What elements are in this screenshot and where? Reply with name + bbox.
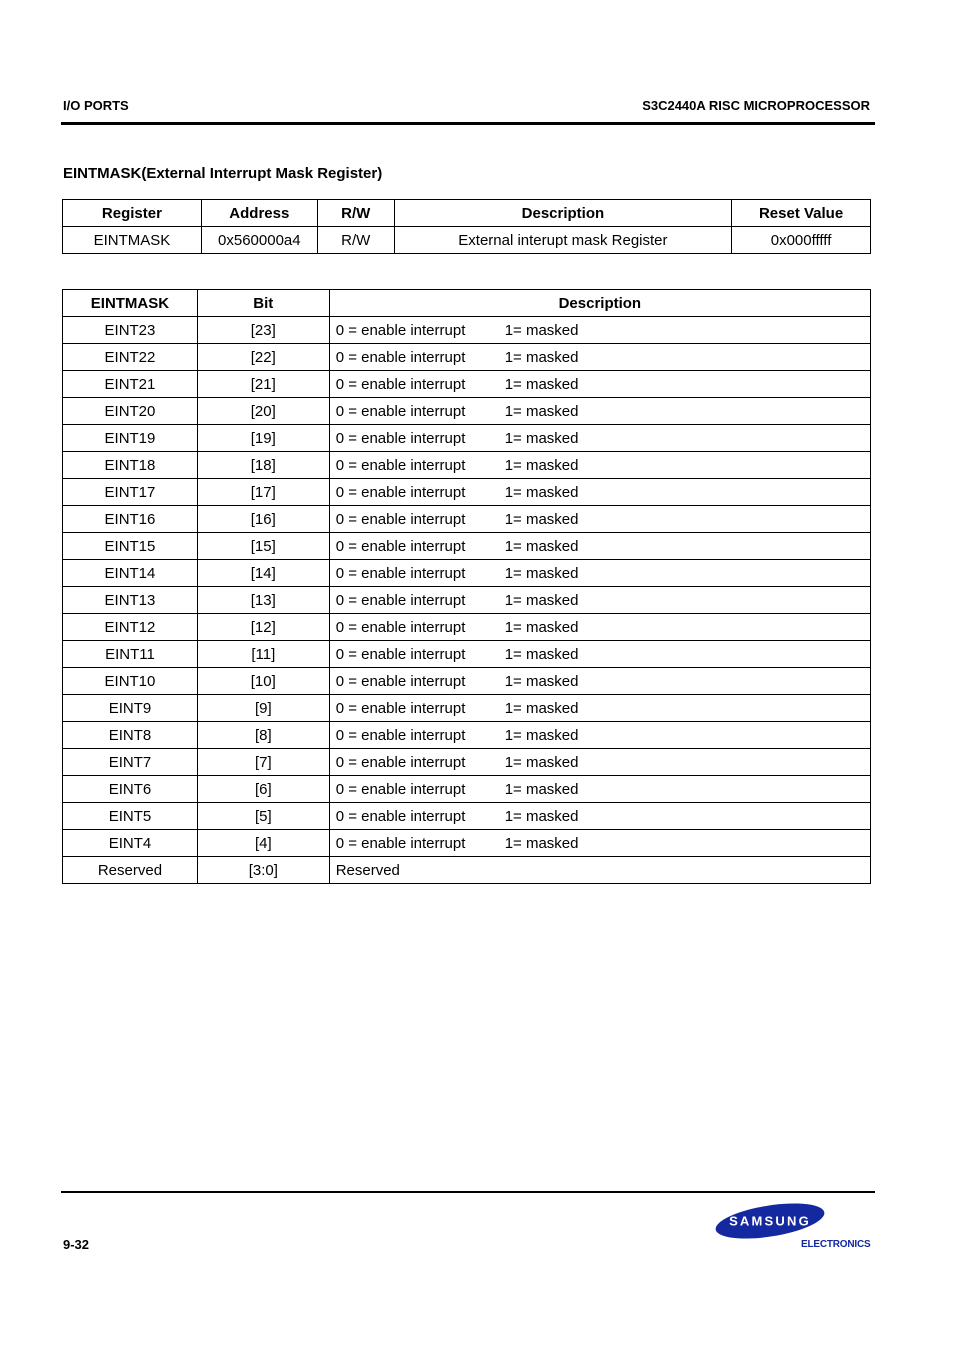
description-value-1: 1= masked — [504, 780, 579, 798]
description-value-0: 0 = enable interrupt — [335, 321, 466, 339]
description-value-0: 0 = enable interrupt — [335, 699, 466, 717]
description-value-1: 1= masked — [504, 726, 579, 744]
description-value-0: 0 = enable interrupt — [335, 510, 466, 528]
description-value-1: 1= masked — [504, 591, 579, 609]
table-row — [63, 695, 871, 722]
field-name-cell: EINT17 — [63, 479, 198, 506]
bit-range-cell: [15] — [197, 533, 329, 560]
bit-range-cell: [16] — [197, 506, 329, 533]
field-name-cell: EINT18 — [63, 452, 198, 479]
field-name-cell: EINT10 — [63, 668, 198, 695]
bit-field-table — [62, 289, 871, 884]
bit-table-body — [63, 317, 871, 884]
column-header-reset-value: Reset Value — [732, 200, 871, 227]
description-value-0: 0 = enable interrupt — [335, 807, 466, 825]
description-value-0: 0 = enable interrupt — [335, 645, 466, 663]
header-rule — [61, 122, 875, 125]
description-value-1: 1= masked — [504, 537, 579, 555]
description-cell — [329, 344, 870, 371]
table-row — [63, 533, 871, 560]
description-value-0: 0 = enable interrupt — [335, 591, 466, 609]
table-row — [63, 803, 871, 830]
register-name-cell: EINTMASK — [63, 227, 202, 254]
description-value-1: 1= masked — [504, 753, 579, 771]
table-row — [63, 857, 871, 884]
samsung-logo — [714, 1201, 830, 1241]
description-cell — [329, 587, 870, 614]
table-row — [63, 641, 871, 668]
bit-range-cell: [5] — [197, 803, 329, 830]
register-address-cell: 0x560000a4 — [201, 227, 317, 254]
description-cell — [329, 803, 870, 830]
description-value-0: 0 = enable interrupt — [335, 672, 466, 690]
description-cell — [329, 722, 870, 749]
description-value-0: 0 = enable interrupt — [335, 834, 466, 852]
register-reset-value-cell: 0x000fffff — [732, 227, 871, 254]
description-value-0: 0 = enable interrupt — [335, 537, 466, 555]
table-row — [63, 668, 871, 695]
bit-range-cell: [4] — [197, 830, 329, 857]
bit-range-cell: [13] — [197, 587, 329, 614]
bit-range-cell: [8] — [197, 722, 329, 749]
bit-range-cell: [10] — [197, 668, 329, 695]
description-value-1: 1= masked — [504, 321, 579, 339]
bit-range-cell: [22] — [197, 344, 329, 371]
field-name-cell: EINT23 — [63, 317, 198, 344]
description-cell — [329, 830, 870, 857]
register-rw-cell: R/W — [317, 227, 394, 254]
description-value-0: 0 = enable interrupt — [335, 618, 466, 636]
section-title: EINTMASK(External Interrupt Mask Register) — [63, 165, 383, 182]
bit-range-cell: [6] — [197, 776, 329, 803]
description-value-1: 1= masked — [504, 456, 579, 474]
field-name-cell: EINT6 — [63, 776, 198, 803]
bit-range-cell: [20] — [197, 398, 329, 425]
description-value-0: 0 = enable interrupt — [335, 456, 466, 474]
table-row — [63, 830, 871, 857]
description-cell — [329, 560, 870, 587]
column-header-field: EINTMASK — [63, 290, 198, 317]
description-cell — [329, 749, 870, 776]
description-cell — [329, 668, 870, 695]
bit-table-header-row — [63, 290, 871, 317]
description-value-0: Reserved — [335, 861, 400, 879]
header-product-name: S3C2440A RISC MICROPROCESSOR — [642, 98, 870, 113]
description-cell — [329, 398, 870, 425]
bit-range-cell: [7] — [197, 749, 329, 776]
field-name-cell: EINT12 — [63, 614, 198, 641]
table-row — [63, 452, 871, 479]
bit-range-cell: [21] — [197, 371, 329, 398]
description-value-1: 1= masked — [504, 402, 579, 420]
description-value-0: 0 = enable interrupt — [335, 348, 466, 366]
description-cell — [329, 452, 870, 479]
description-cell — [329, 614, 870, 641]
bit-range-cell: [3:0] — [197, 857, 329, 884]
description-value-1: 1= masked — [504, 834, 579, 852]
bit-range-cell: [14] — [197, 560, 329, 587]
column-header-bit: Bit — [197, 290, 329, 317]
field-name-cell: EINT7 — [63, 749, 198, 776]
table-row — [63, 749, 871, 776]
table-row — [63, 560, 871, 587]
description-cell — [329, 857, 870, 884]
description-value-1: 1= masked — [504, 618, 579, 636]
description-value-0: 0 = enable interrupt — [335, 780, 466, 798]
description-value-1: 1= masked — [504, 483, 579, 501]
field-name-cell: EINT5 — [63, 803, 198, 830]
description-cell — [329, 479, 870, 506]
field-name-cell: EINT8 — [63, 722, 198, 749]
field-name-cell: EINT13 — [63, 587, 198, 614]
register-description-cell: External interupt mask Register — [394, 227, 731, 254]
field-name-cell: EINT20 — [63, 398, 198, 425]
field-name-cell: EINT15 — [63, 533, 198, 560]
description-value-1: 1= masked — [504, 348, 579, 366]
description-value-1: 1= masked — [504, 429, 579, 447]
description-cell — [329, 641, 870, 668]
bit-range-cell: [18] — [197, 452, 329, 479]
page-number: 9-32 — [63, 1237, 90, 1252]
logo-text: SAMSUNG — [729, 1213, 811, 1229]
description-value-0: 0 = enable interrupt — [335, 753, 466, 771]
column-header-address: Address — [201, 200, 317, 227]
description-value-0: 0 = enable interrupt — [335, 564, 466, 582]
description-value-1: 1= masked — [504, 699, 579, 717]
bit-range-cell: [12] — [197, 614, 329, 641]
description-value-0: 0 = enable interrupt — [335, 429, 466, 447]
table-row — [63, 479, 871, 506]
description-cell — [329, 776, 870, 803]
table-row — [63, 398, 871, 425]
field-name-cell: EINT9 — [63, 695, 198, 722]
field-name-cell: EINT19 — [63, 425, 198, 452]
register-summary-table — [62, 199, 871, 254]
description-cell — [329, 371, 870, 398]
register-table-header-row — [63, 200, 871, 227]
description-value-0: 0 = enable interrupt — [335, 726, 466, 744]
field-name-cell: EINT11 — [63, 641, 198, 668]
column-header-bit-description: Description — [329, 290, 870, 317]
bit-range-cell: [9] — [197, 695, 329, 722]
footer-rule — [61, 1191, 875, 1193]
description-cell — [329, 533, 870, 560]
column-header-rw: R/W — [317, 200, 394, 227]
field-name-cell: EINT21 — [63, 371, 198, 398]
description-value-0: 0 = enable interrupt — [335, 402, 466, 420]
field-name-cell: EINT16 — [63, 506, 198, 533]
header-section-label: I/O PORTS — [63, 98, 129, 113]
table-row — [63, 317, 871, 344]
bit-range-cell: [17] — [197, 479, 329, 506]
bit-range-cell: [23] — [197, 317, 329, 344]
table-row — [63, 722, 871, 749]
column-header-register: Register — [63, 200, 202, 227]
description-value-1: 1= masked — [504, 645, 579, 663]
description-value-1: 1= masked — [504, 510, 579, 528]
bit-range-cell: [11] — [197, 641, 329, 668]
field-name-cell: Reserved — [63, 857, 198, 884]
description-value-1: 1= masked — [504, 564, 579, 582]
table-row — [63, 506, 871, 533]
field-name-cell: EINT4 — [63, 830, 198, 857]
table-row — [63, 614, 871, 641]
column-header-description: Description — [394, 200, 731, 227]
description-value-0: 0 = enable interrupt — [335, 375, 466, 393]
description-cell — [329, 506, 870, 533]
description-value-1: 1= masked — [504, 672, 579, 690]
bit-range-cell: [19] — [197, 425, 329, 452]
register-table-row — [63, 227, 871, 254]
description-value-1: 1= masked — [504, 807, 579, 825]
description-cell — [329, 695, 870, 722]
table-row — [63, 776, 871, 803]
field-name-cell: EINT14 — [63, 560, 198, 587]
description-value-0: 0 = enable interrupt — [335, 483, 466, 501]
table-row — [63, 371, 871, 398]
table-row — [63, 344, 871, 371]
description-cell — [329, 425, 870, 452]
table-row — [63, 587, 871, 614]
logo-subtitle: ELECTRONICS — [801, 1239, 871, 1250]
table-row — [63, 425, 871, 452]
description-cell — [329, 317, 870, 344]
description-value-1: 1= masked — [504, 375, 579, 393]
field-name-cell: EINT22 — [63, 344, 198, 371]
